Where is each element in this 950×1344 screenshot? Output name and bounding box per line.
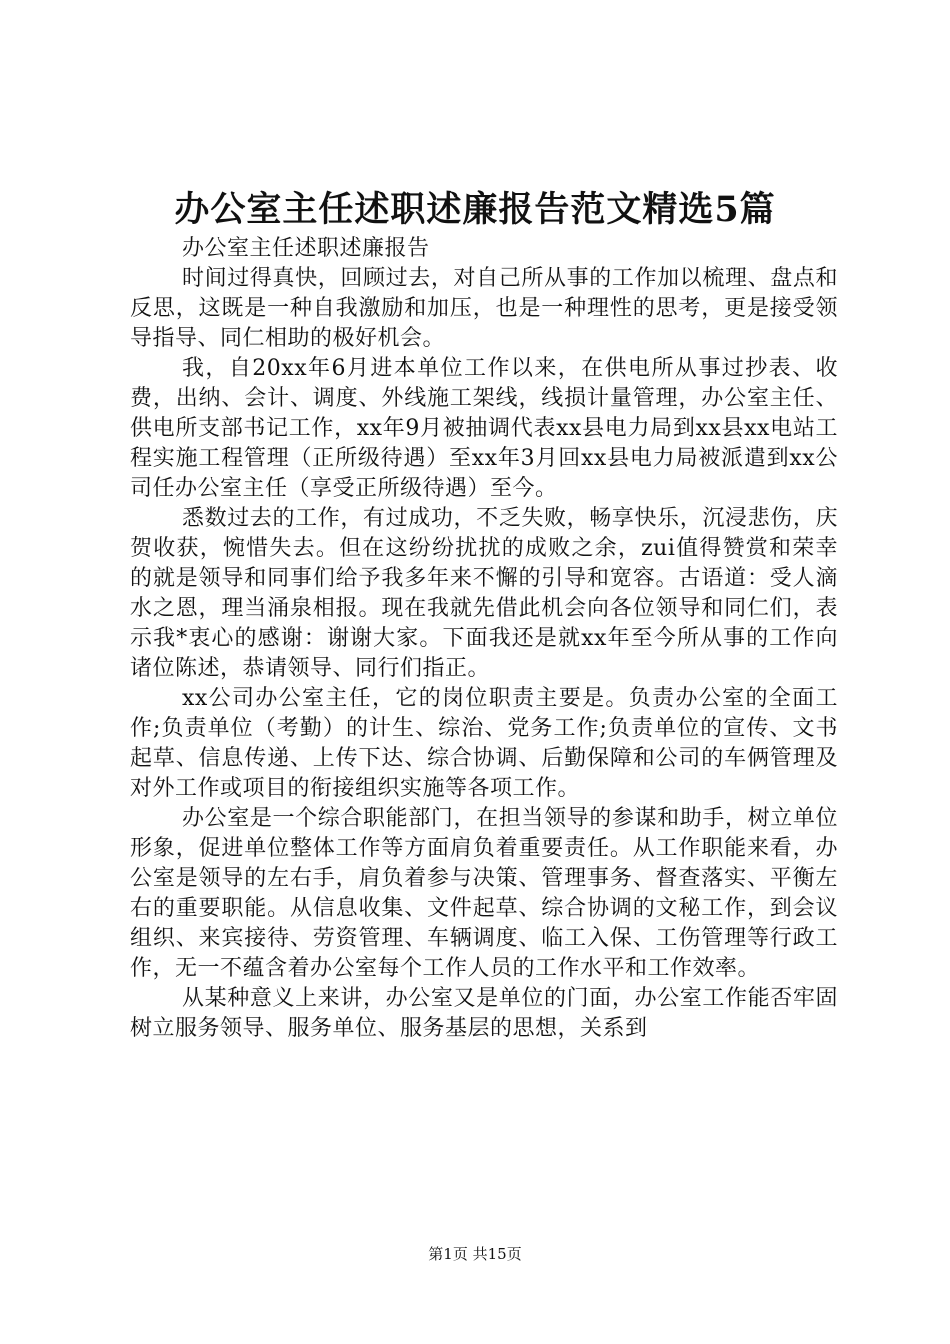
paragraph: 悉数过去的工作，有过成功，不乏失败，畅享快乐，沉浸悲伤，庆贺收获，惋惜失去。但在这纷纷扰扰的成败之余，zui值得赞赏和荣幸的就是领导和同事们给予我多年来不懈的引导和宽容。古语道：受人滴水之恩，理当涌泉相报。现在我就先借此机会向各位领导和同仁们，表示我*衷心的感谢：谢谢大家。下面我还是就xx年至今所从事的工作向诸位陈述，恭请领导、同行们指正。 <box>130 506 838 681</box>
page-footer: 第1页 共15页 <box>428 1245 522 1263</box>
paragraph: 办公室是一个综合职能部门，在担当领导的参谋和助手，树立单位形象，促进单位整体工作等方面肩负着重要责任。从工作职能来看，办公室是领导的左右手，肩负着参与决策、管理事务、督查落实、平衡左右的重要职能。从信息收集、文件起草、综合协调的文秘工作，到会议组织、来宾接待、劳资管理、车辆调度、临工入保、工伤管理等行政工作，无一不蕴含着办公室每个工作人员的工作水平和工作效率。 <box>130 806 838 981</box>
document-title: 办公室主任述职述廉报告范文精选5篇 <box>174 189 776 230</box>
document-subtitle: 办公室主任述职述廉报告 <box>182 236 430 261</box>
paragraph: xx公司办公室主任，它的岗位职责主要是。负责办公室的全面工作;负责单位（考勤）的计生、综治、党务工作;负责单位的宣传、文书起草、信息传递、上传下达、综合协调、后勤保障和公司的车俩管理及对外工作或项目的衔接组织实施等各项工作。 <box>130 686 838 801</box>
paragraph: 从某种意义上来讲，办公室又是单位的门面，办公室工作能否牢固树立服务领导、服务单位、服务基层的思想，关系到 <box>130 986 838 1041</box>
paragraph: 我，自20xx年6月进本单位工作以来，在供电所从事过抄表、收费，出纳、会计、调度、外线施工架线，线损计量管理，办公室主任、供电所支部书记工作，xx年9月被抽调代表xx县电力局到xx县xx电站工程实施工程管理（正所级待遇）至xx年3月回xx县电力局被派遣到xx公司任办公室主任（享受正所级待遇）至今。 <box>130 356 838 501</box>
document-body <box>130 234 838 1044</box>
paragraph: 时间过得真快，回顾过去，对自己所从事的工作加以梳理、盘点和反思，这既是一种自我激励和加压，也是一种理性的思考，更是接受领导指导、同仁相助的极好机会。 <box>130 266 838 351</box>
